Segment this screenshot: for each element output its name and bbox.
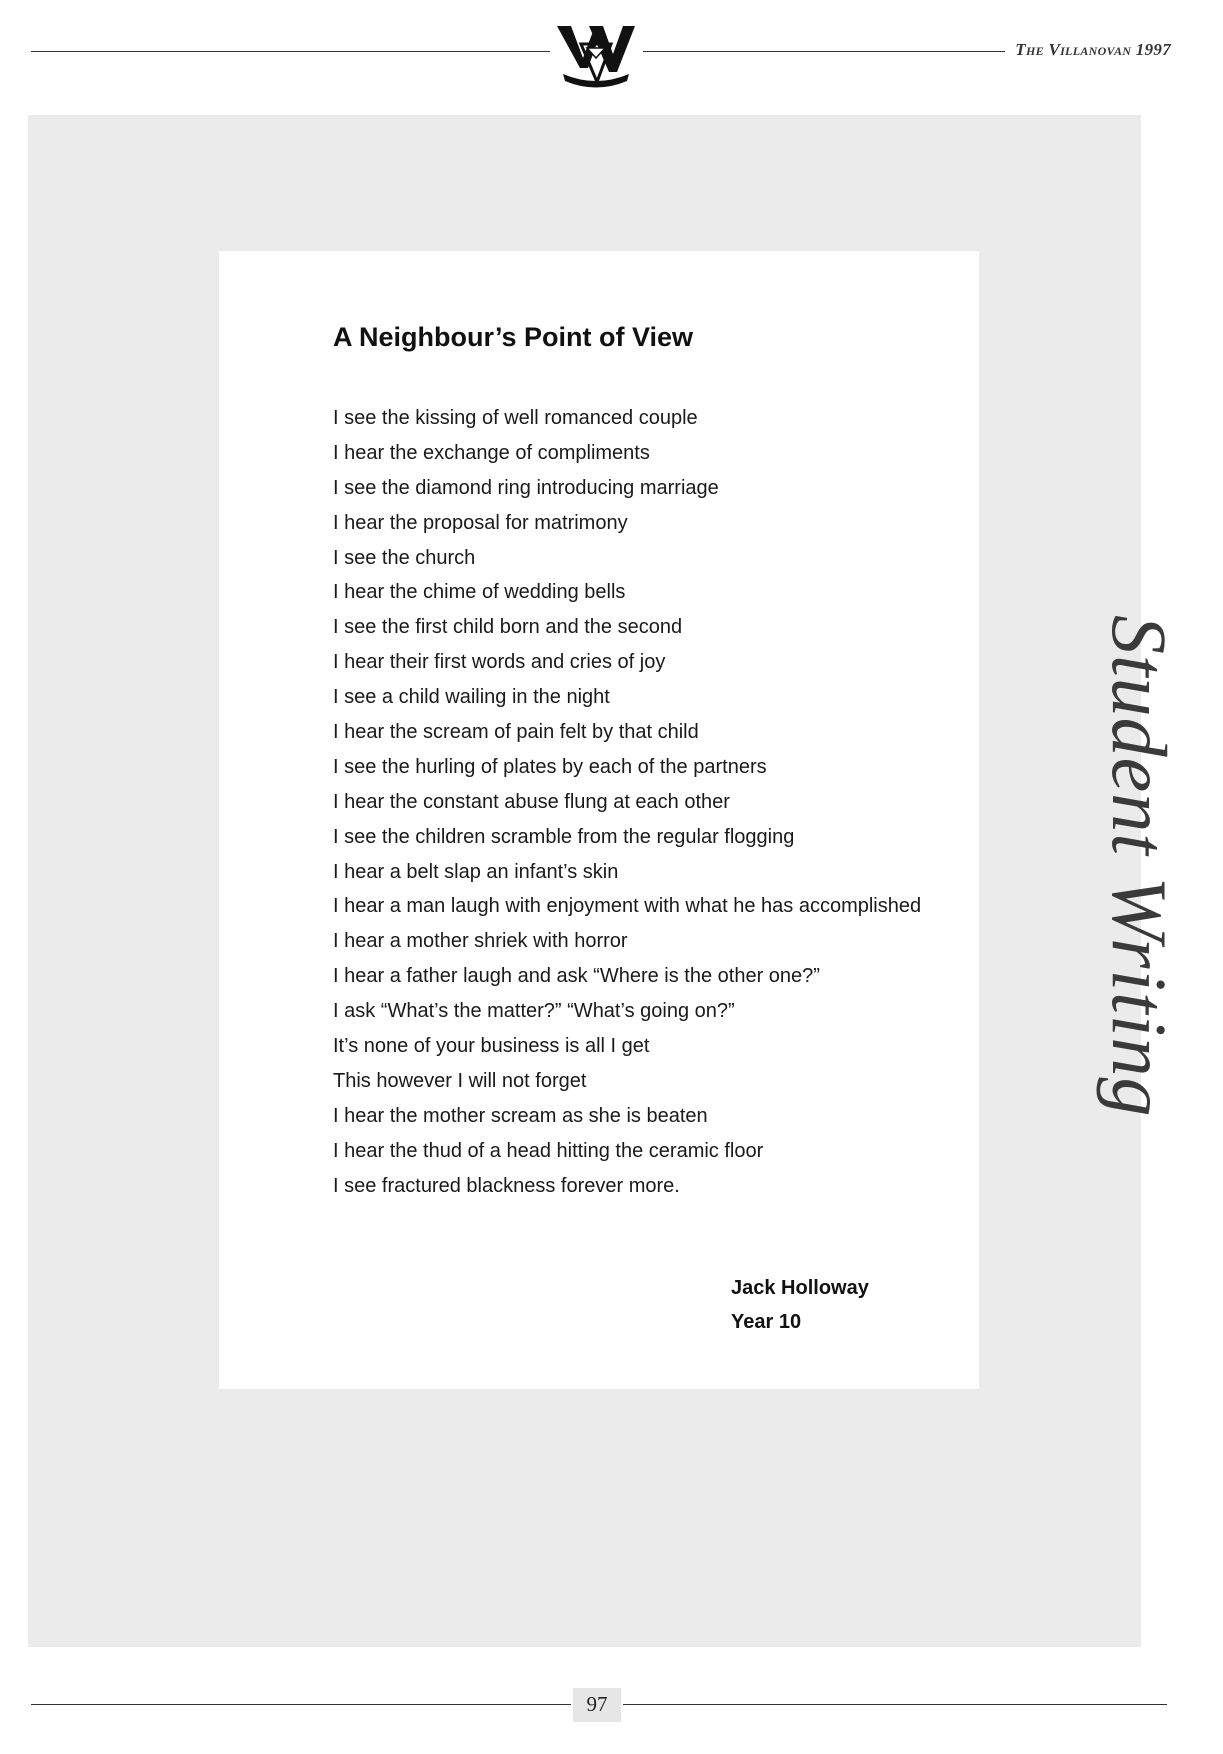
- header-rule-left: [31, 51, 550, 52]
- school-crest-logo: [553, 24, 639, 90]
- footer-rule-left: [31, 1704, 571, 1705]
- page-number: 97: [586, 1692, 608, 1716]
- poem-line: I hear the thud of a head hitting the ceramic floor: [333, 1139, 764, 1162]
- author-block: [731, 1271, 869, 1339]
- author-year: Year 10: [731, 1311, 802, 1333]
- publication-title: The Villanovan 1997: [1015, 40, 1171, 59]
- poem-line: I hear the chime of wedding bells: [333, 581, 626, 604]
- vv-crest-icon: [553, 24, 639, 90]
- poem-line: I see the kissing of well romanced couple: [333, 407, 698, 429]
- poem-line: I see fractured blackness forever more.: [333, 1174, 680, 1197]
- poem-line: I hear the scream of pain felt by that child: [333, 721, 699, 744]
- poem-line: I ask “What’s the matter?” “What’s going on?”: [333, 1000, 735, 1023]
- poem-line: I see the first child born and the second: [333, 616, 683, 639]
- section-title: Student Writing: [1096, 615, 1183, 1118]
- poem-line: I hear a mother shriek with horror: [333, 930, 628, 953]
- poem-line: I see the diamond ring introducing marriage: [333, 476, 719, 499]
- poem-line: I hear the mother scream as she is beaten: [333, 1104, 708, 1127]
- header-rule-right: [643, 51, 1005, 52]
- poem-line: This however I will not forget: [333, 1069, 587, 1092]
- author-name: Jack Holloway: [731, 1277, 869, 1299]
- poem-line: I hear their first words and cries of joy: [333, 651, 666, 674]
- poem-title: A Neighbour’s Point of View: [333, 322, 694, 352]
- poem-line: I see the children scramble from the regular flogging: [333, 825, 795, 848]
- poem-line: I see the church: [333, 546, 476, 569]
- poem-line: I hear a man laugh with enjoyment with what he has accomplished: [333, 895, 922, 918]
- footer-rule-right: [623, 1704, 1167, 1705]
- poem-body: [333, 401, 921, 1203]
- poem-line: I hear a belt slap an infant’s skin: [333, 860, 619, 883]
- poem-line: I hear the proposal for matrimony: [333, 511, 628, 534]
- poem-line: I hear the constant abuse flung at each other: [333, 790, 730, 813]
- poem-line: I see a child wailing in the night: [333, 686, 610, 709]
- poem-line: It’s none of your business is all I get: [333, 1035, 650, 1058]
- poem-line: I see the hurling of plates by each of the partners: [333, 755, 767, 778]
- poem-line: I hear a father laugh and ask “Where is the other one?”: [333, 965, 820, 988]
- poem-line: I hear the exchange of compliments: [333, 441, 650, 464]
